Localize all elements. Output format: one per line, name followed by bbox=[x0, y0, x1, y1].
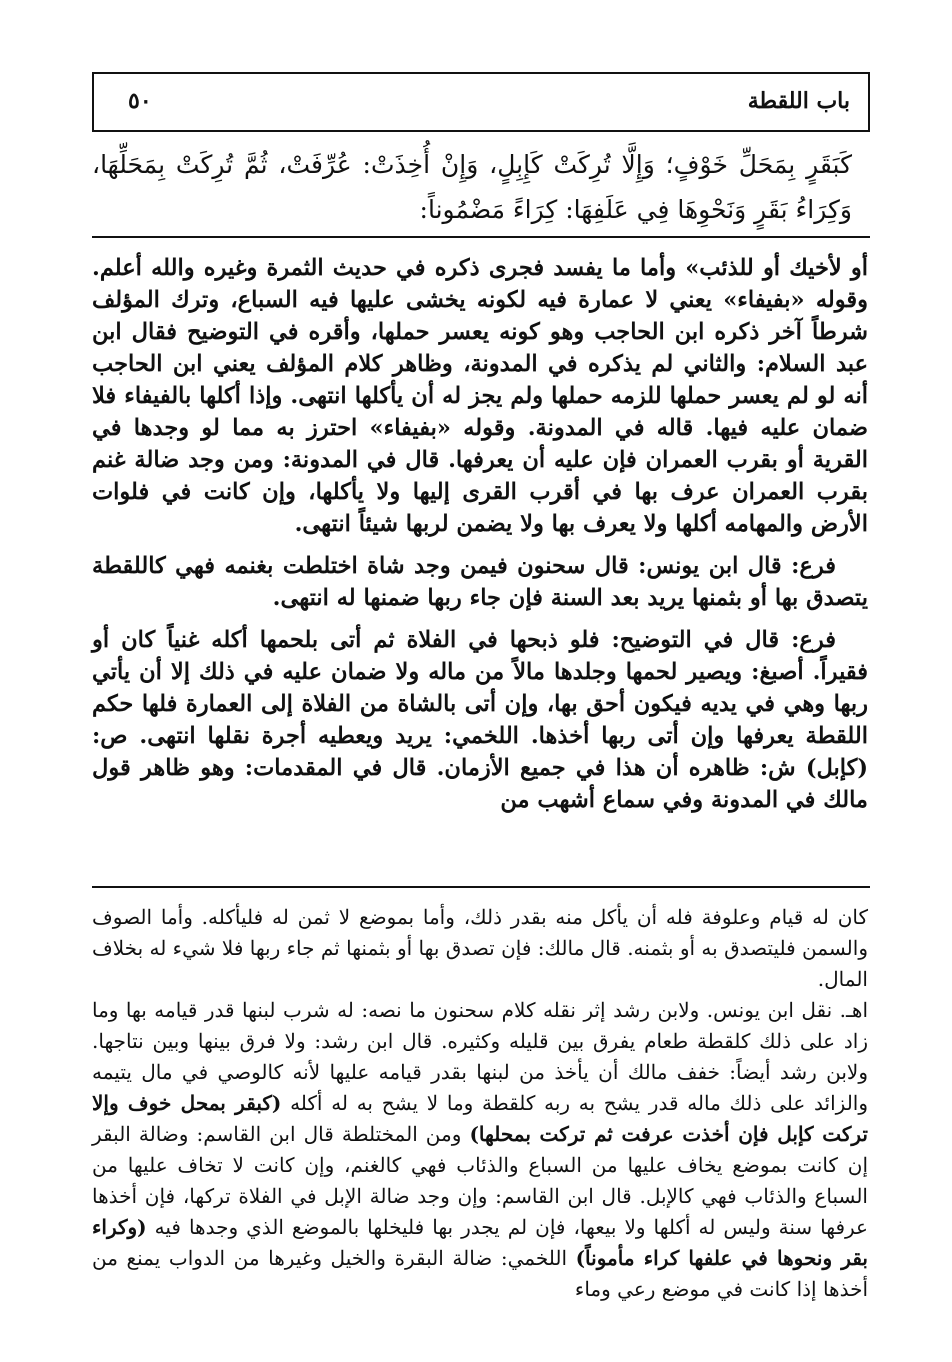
commentary-paragraph-2: فرع: قال ابن يونس: قال سحنون فيمن وجد شاة اختلطت بغنمه فهي كاللقطة يتصدق بها أو بثمنها يريد بعد السنة فإن جاء ربها ضمنها له انتهى. bbox=[92, 553, 868, 611]
footnote-body bbox=[92, 902, 868, 1305]
commentary-body bbox=[92, 252, 868, 826]
chapter-title: باب اللقطة bbox=[747, 88, 850, 114]
page-number: ٥٠ bbox=[128, 88, 152, 114]
footnote-text: ومن المختلطة قال ابن القاسم: وضالة البقر إن كانت بموضع يخاف عليها من السباع والذئاب فهي كالغنم، وإن كانت لا تخاف عليها من السباع والذئاب فهي كالإبل. قال ابن القاسم: وإن وجد ضالة الإبل في الفلاة تركها، فإن أخذها عرفها سنة وليس له أكلها ولا بيعها، فإن لم يجدر بها فليخلها بالموضع الذي وجدها فيه bbox=[92, 1122, 868, 1239]
quoted-matn: (وكراء بقر ونحوها في علفها كراء مأموناً) bbox=[92, 1215, 868, 1270]
footnote-text: اهـ. نقل ابن يونس. ولابن رشد إثر نقله كلام سحنون ما نصه: له شرب لبنها قدر قيامه بها وما زاد على ذلك كلقطة طعام يفرق بين قليله وكثيره. قال ابن رشد: ولا فرق بينها وبين نتاجها. ولابن رشد أيضاً: خفف مالك أن يأخذ من لبنها بقدر قيامه عليها لأنه كالوصي في مال يتيمه والزائد على ذلك ماله قدر يشح به ربه كلقطة وما لا يشح به له أكله bbox=[92, 998, 868, 1115]
footnote-paragraph-2 bbox=[92, 995, 868, 1305]
quoted-matn: (كبقر بمحل خوف وإلا تركت كإبل فإن أخذت عرفت ثم تركت بمحلها) bbox=[92, 1091, 868, 1146]
commentary-paragraph-1: أو لأخيك أو للذئب» وأما ما يفسد فجرى ذكره في حديث الثمرة وغيره والله أعلم. وقوله «بفيفاء» يعني لا عمارة فيه لكونه يخشى عليها فيه السباع، وترك المؤلف شرطاً آخر ذكره ابن الحاجب وهو كونه يعسر حملها، وأقره في التوضيح فقال ابن عبد السلام: والثاني لم يذكره في المدونة، وظاهر كلام المؤلف يعني ابن الحاجب أنه لو لم يعسر حملها للزمه حملها ولم يجز له أن يأكلها انتهى. وإذا أكلها بالفيفاء فلا ضمان عليه فيها. قاله في المدونة. وقوله «بفيفاء» احترز به مما لو وجدها في القرية أو بقرب العمران فإن عليه أن يعرفها. قال في المدونة: ومن وجد ضالة غنم بقرب العمران عرف بها في أقرب القرى إليها ولا يأكلها، وإن كانت في فلوات الأرض والمهامه أكلها ولا يعرف بها ولا يضمن لربها شيئاً انتهى. bbox=[92, 255, 868, 537]
footnote-separator bbox=[92, 886, 870, 888]
matn-separator bbox=[92, 236, 870, 238]
matn-verse: كَبَقَرٍ بِمَحَلِّ خَوْفٍ؛ وَإِلَّا تُرِكَتْ كَإِبِلٍ، وَإِنْ أُخِذَتْ: عُرِّفَتْ، ثُمَّ تُرِكَتْ بِمَحَلِّهَا، وَكِرَاءُ بَقَرٍ وَنَحْوِهَا فِي عَلَفِهَا: كِرَاءً مَضْمُوناً: bbox=[92, 150, 852, 224]
footnote-paragraph-1: كان له قيام وعلوفة فله أن يأكل منه بقدر ذلك، وأما بموضع لا ثمن له فليأكله. وأما الصوف والسمن فليتصدق به أو بثمنه. قال مالك: فإن تصدق بها أو بثمنها ثم جاء ربها فلا شيء له بخلاف المال. bbox=[92, 905, 868, 991]
footnote-text: اللخمي: ضالة البقرة والخيل وغيرها من الدواب يمنع من أخذها إذا كانت في موضع رعي وماء bbox=[92, 1246, 868, 1301]
commentary-paragraph-3: فرع: قال في التوضيح: فلو ذبحها في الفلاة ثم أتى بلحمها أكله غنياً كان أو فقيراً. أصبغ: ويصير لحمها وجلدها مالاً من ماله ولا ضمان عليه في ذلك إلا أن يأتي ربها وهي في يديه فيكون أحق بها، وإن أتى بالشاة من الفلاة إلى العمارة فلها حكم اللقطة يعرفها وإن أتى ربها أخذها. اللخمي: يريد ويعطيه أجرة نقلها انتهى. ص: (كإبل) ش: ظاهره أن هذا في جميع الأزمان. قال في المقدمات: وهو ظاهر قول مالك في المدونة وفي سماع أشهب من bbox=[92, 627, 868, 813]
